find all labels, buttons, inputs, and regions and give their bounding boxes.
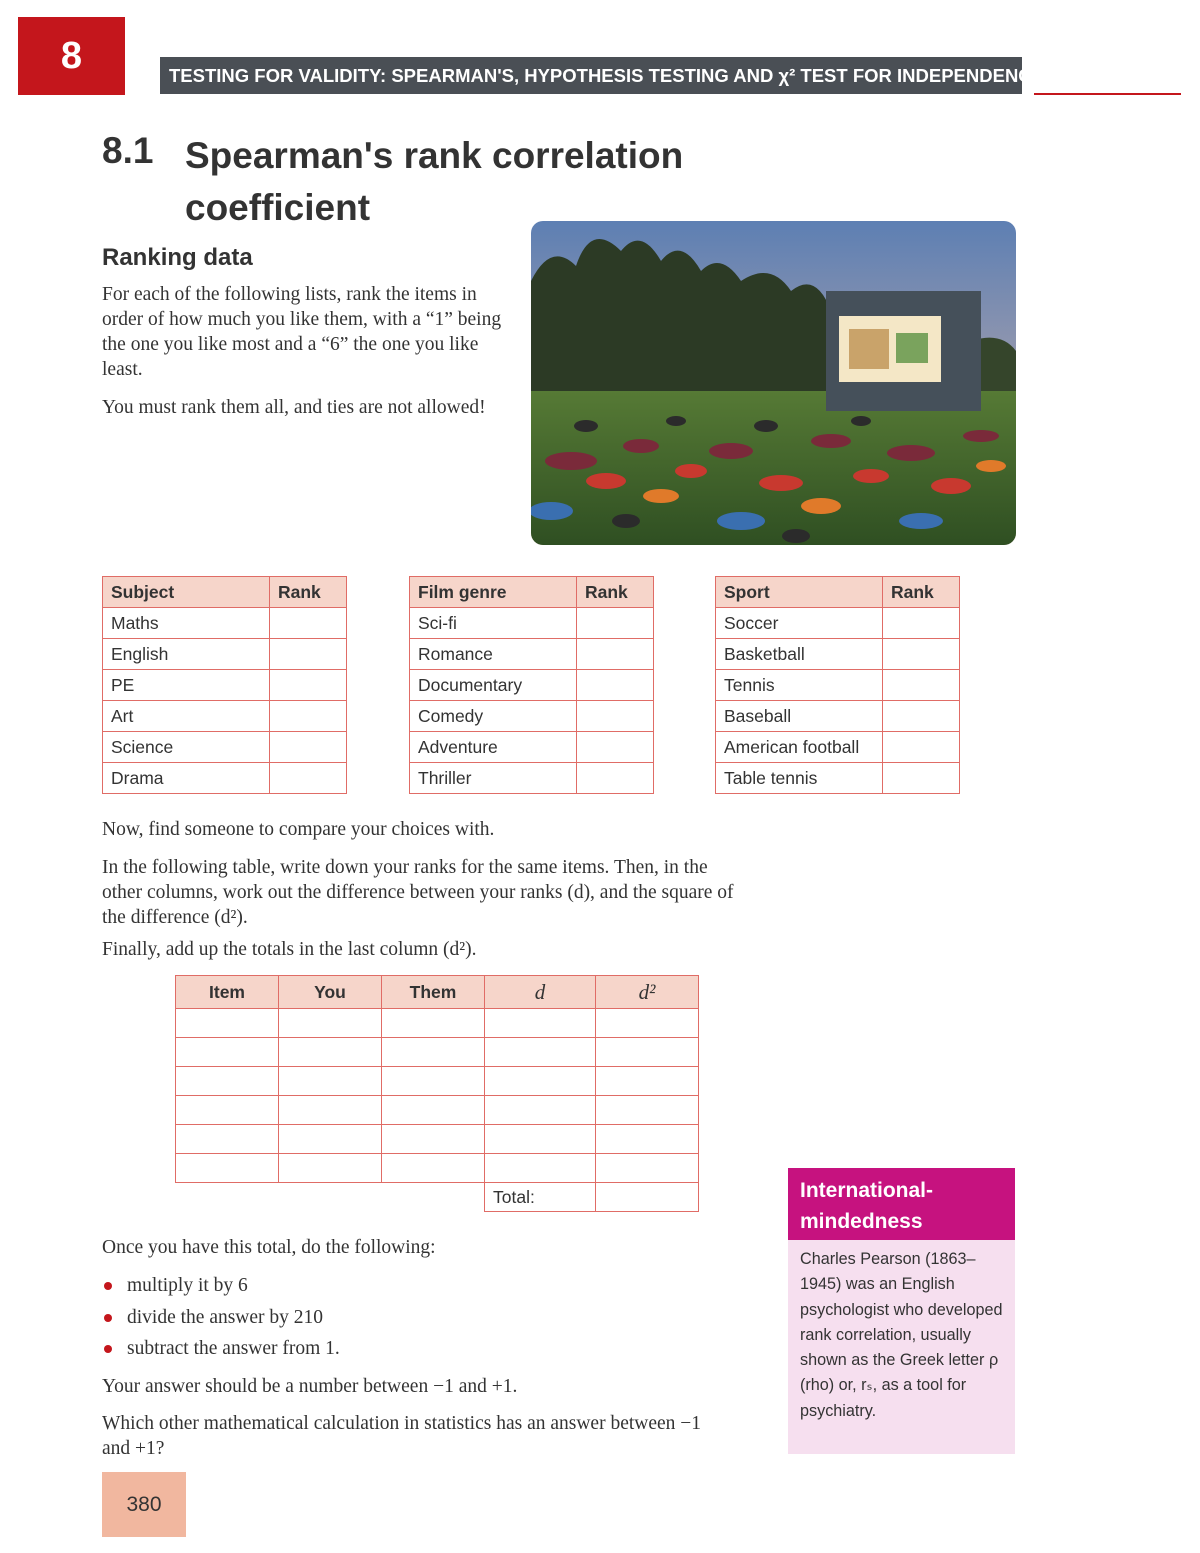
- sport-rank-table: [715, 576, 960, 794]
- sport-rank-header: Rank: [883, 577, 960, 608]
- input-cell[interactable]: [176, 1038, 279, 1067]
- sport-item: Tennis: [716, 670, 883, 701]
- d-squared-column-header: d²: [596, 976, 699, 1009]
- rank-cell[interactable]: [577, 763, 654, 794]
- page-number: 380: [102, 1472, 186, 1537]
- outdoor-cinema-photo: [531, 221, 1016, 545]
- difference-table: [175, 975, 699, 1212]
- total-label: Total:: [485, 1183, 596, 1212]
- rank-cell[interactable]: [270, 608, 347, 639]
- input-cell[interactable]: [382, 1009, 485, 1038]
- section-number: 8.1: [102, 130, 154, 171]
- rank-cell[interactable]: [577, 608, 654, 639]
- input-cell[interactable]: [176, 1009, 279, 1038]
- input-cell[interactable]: [596, 1125, 699, 1154]
- subject-item: Drama: [103, 763, 270, 794]
- header-rule: [1034, 93, 1181, 95]
- input-cell[interactable]: [176, 1096, 279, 1125]
- sport-header: Sport: [716, 577, 883, 608]
- compare-instruction-3: Finally, add up the totals in the last column (d²).: [102, 939, 477, 960]
- table-row: [176, 1125, 699, 1154]
- subject-item: Science: [103, 732, 270, 763]
- total-cell[interactable]: [596, 1183, 699, 1212]
- rank-cell[interactable]: [577, 701, 654, 732]
- bullet-icon: [104, 1345, 112, 1353]
- rank-cell[interactable]: [270, 732, 347, 763]
- range-text: Your answer should be a number between −1 and +1.: [102, 1376, 518, 1397]
- sport-item: Baseball: [716, 701, 883, 732]
- input-cell[interactable]: [279, 1096, 382, 1125]
- table-row: [176, 1009, 699, 1038]
- international-mindedness-title: International-mindedness: [788, 1168, 1015, 1240]
- input-cell[interactable]: [485, 1154, 596, 1183]
- input-cell[interactable]: [596, 1009, 699, 1038]
- item-column-header: Item: [176, 976, 279, 1009]
- list-item: [102, 1333, 340, 1365]
- subject-item: English: [103, 639, 270, 670]
- input-cell[interactable]: [279, 1067, 382, 1096]
- film-rank-table: [409, 576, 654, 794]
- subject-item: Art: [103, 701, 270, 732]
- table-row: [176, 1038, 699, 1067]
- subject-item: PE: [103, 670, 270, 701]
- step-text: divide the answer by 210: [127, 1306, 324, 1328]
- table-row: [176, 1067, 699, 1096]
- them-column-header: Them: [382, 976, 485, 1009]
- sport-item: Basketball: [716, 639, 883, 670]
- sport-item: American football: [716, 732, 883, 763]
- film-header: Film genre: [410, 577, 577, 608]
- blank-cell: [176, 1183, 279, 1212]
- rank-cell[interactable]: [270, 701, 347, 732]
- intro-paragraph-2: You must rank them all, and ties are not allowed!: [102, 397, 486, 418]
- steps-list: [102, 1270, 340, 1365]
- d-column-header: d: [485, 976, 596, 1009]
- input-cell[interactable]: [279, 1125, 382, 1154]
- subject-rank-header: Rank: [270, 577, 347, 608]
- subject-rank-table: [102, 576, 347, 794]
- bullet-icon: [104, 1314, 112, 1322]
- film-item: Comedy: [410, 701, 577, 732]
- rank-cell[interactable]: [883, 763, 960, 794]
- rank-cell[interactable]: [577, 639, 654, 670]
- section-title: Spearman's rank correlation coefficient: [185, 135, 684, 228]
- input-cell[interactable]: [176, 1154, 279, 1183]
- subject-header: Subject: [103, 577, 270, 608]
- input-cell[interactable]: [382, 1067, 485, 1096]
- step-text: multiply it by 6: [127, 1275, 248, 1296]
- rank-cell[interactable]: [270, 670, 347, 701]
- input-cell[interactable]: [596, 1067, 699, 1096]
- input-cell[interactable]: [485, 1009, 596, 1038]
- compare-instruction-1: Now, find someone to compare your choices with.: [102, 819, 495, 840]
- film-item: Thriller: [410, 763, 577, 794]
- step-text: subtract the answer from 1.: [127, 1338, 340, 1359]
- rank-cell[interactable]: [883, 639, 960, 670]
- input-cell[interactable]: [485, 1038, 596, 1067]
- blank-cell: [279, 1183, 382, 1212]
- input-cell[interactable]: [176, 1125, 279, 1154]
- rank-cell[interactable]: [883, 670, 960, 701]
- input-cell[interactable]: [279, 1038, 382, 1067]
- rank-cell[interactable]: [270, 639, 347, 670]
- international-mindedness-body: Charles Pearson (1863–1945) was an English psychologist who developed rank correlation, usually shown as the Greek letter ρ (rho) or, rₛ, as a tool for psychiatry.: [800, 1250, 1003, 1420]
- table-row: [176, 1096, 699, 1125]
- intro-paragraph-1: For each of the following lists, rank the items in order of how much you like them, with a “1” being the one you like most and a “6” the one you like least.: [102, 284, 502, 380]
- film-rank-header: Rank: [577, 577, 654, 608]
- subject-item: Maths: [103, 608, 270, 639]
- film-item: Documentary: [410, 670, 577, 701]
- table-row: [176, 1154, 699, 1183]
- input-cell[interactable]: [279, 1009, 382, 1038]
- sport-item: Soccer: [716, 608, 883, 639]
- blank-cell: [382, 1183, 485, 1212]
- input-cell[interactable]: [596, 1038, 699, 1067]
- chapter-number-tab: 8: [18, 17, 125, 95]
- input-cell[interactable]: [596, 1096, 699, 1125]
- rank-cell[interactable]: [883, 701, 960, 732]
- input-cell[interactable]: [485, 1096, 596, 1125]
- sport-item: Table tennis: [716, 763, 883, 794]
- question-text: Which other mathematical calculation in statistics has an answer between −1 and +1?: [102, 1413, 702, 1459]
- compare-instruction-2: In the following table, write down your ranks for the same items. Then, in the other columns, work out the difference between your ranks (d), and the square of the difference (d²).: [102, 857, 734, 928]
- you-column-header: You: [279, 976, 382, 1009]
- list-item: [102, 1302, 340, 1334]
- steps-intro: Once you have this total, do the following:: [102, 1237, 436, 1258]
- input-cell[interactable]: [382, 1038, 485, 1067]
- film-item: Sci-fi: [410, 608, 577, 639]
- input-cell[interactable]: [279, 1154, 382, 1183]
- chapter-title-bar: TESTING FOR VALIDITY: SPEARMAN'S, HYPOTHESIS TESTING AND χ² TEST FOR INDEPENDENCE: [160, 57, 1022, 94]
- rank-cell[interactable]: [270, 763, 347, 794]
- subheading: Ranking data: [102, 244, 253, 271]
- list-item: [102, 1270, 340, 1302]
- input-cell[interactable]: [382, 1154, 485, 1183]
- input-cell[interactable]: [382, 1096, 485, 1125]
- rank-cell[interactable]: [883, 732, 960, 763]
- input-cell[interactable]: [485, 1125, 596, 1154]
- input-cell[interactable]: [176, 1067, 279, 1096]
- rank-cell[interactable]: [883, 608, 960, 639]
- film-item: Adventure: [410, 732, 577, 763]
- rank-cell[interactable]: [577, 732, 654, 763]
- film-item: Romance: [410, 639, 577, 670]
- rank-cell[interactable]: [577, 670, 654, 701]
- input-cell[interactable]: [596, 1154, 699, 1183]
- bullet-icon: [104, 1282, 112, 1290]
- input-cell[interactable]: [382, 1125, 485, 1154]
- input-cell[interactable]: [485, 1067, 596, 1096]
